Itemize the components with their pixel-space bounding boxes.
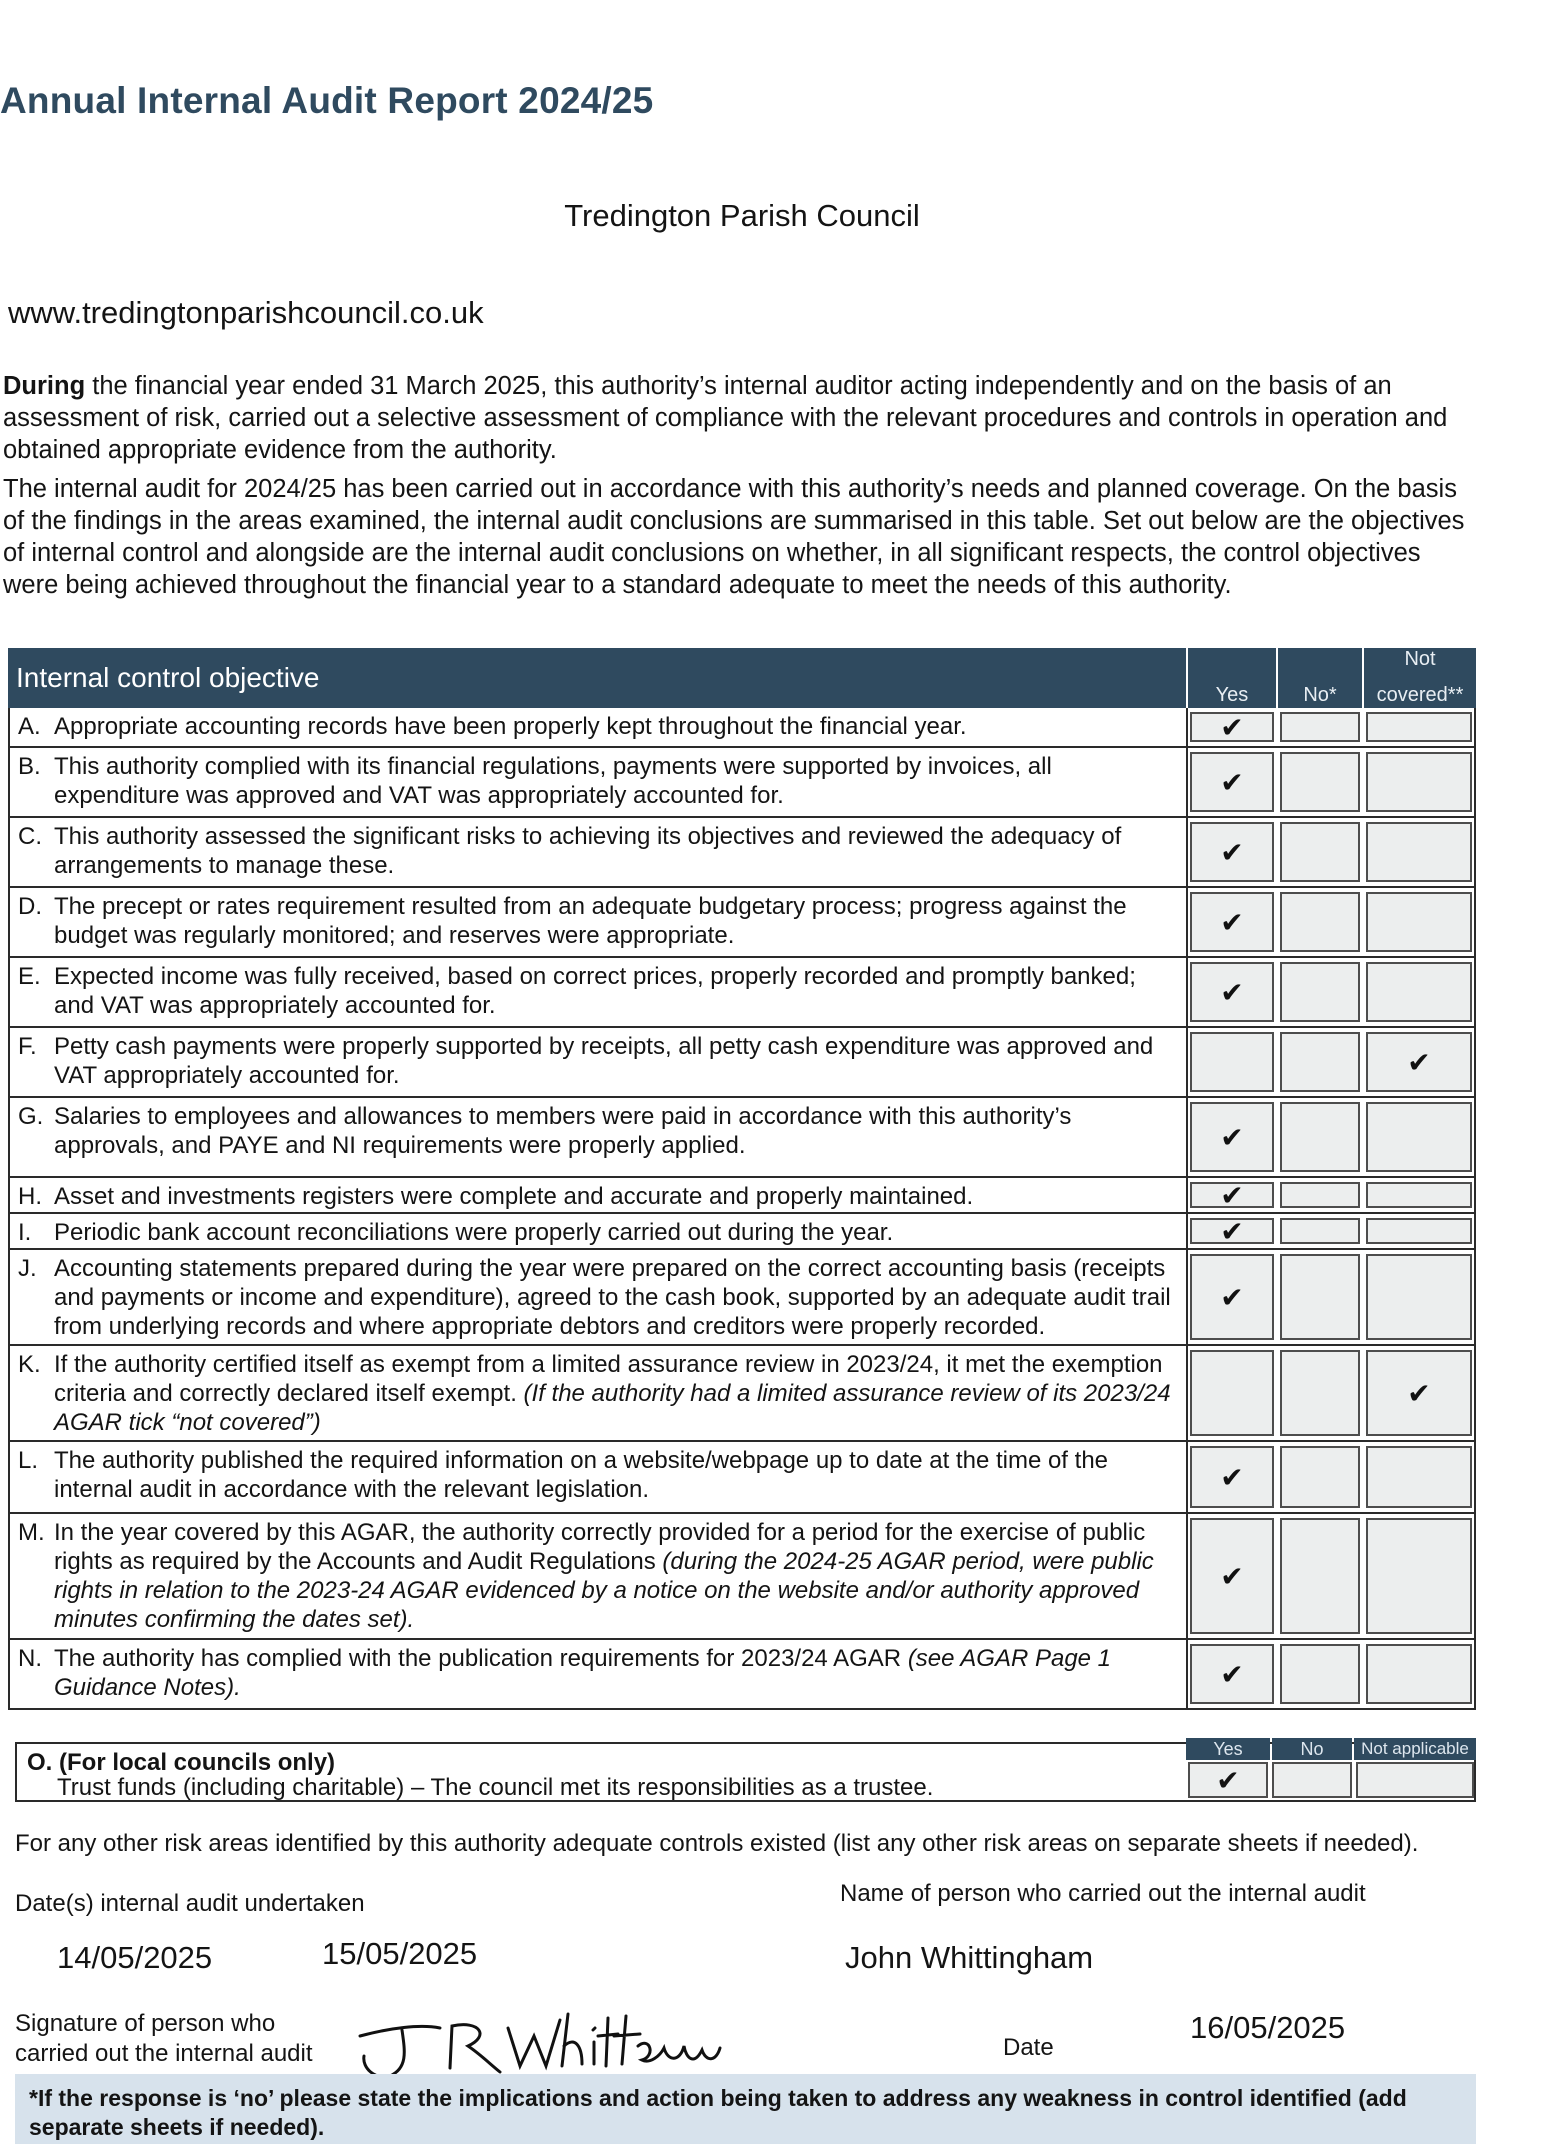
section-o-no-header: No xyxy=(1272,1738,1352,1760)
signature-label-line-2: carried out the internal audit xyxy=(15,2040,313,2067)
objective-letter: M. xyxy=(18,1519,45,1546)
objective-text: If the authority certified itself as exempt from a limited assurance review in 2023/24, it met the exemption criteria and correctly declared itself exempt. xyxy=(54,1351,1163,1407)
objective-text: Petty cash payments were properly supported by receipts, all petty cash expenditure was approved and VAT appropriately accounted for. xyxy=(54,1033,1154,1089)
objective-text: Asset and investments registers were complete and accurate and properly maintained. xyxy=(54,1183,974,1210)
date-label: Date xyxy=(1003,2034,1054,2061)
yes-checkbox[interactable] xyxy=(1190,1215,1274,1247)
audit-date-2: 15/05/2025 xyxy=(322,1936,478,1971)
objective-letter: H. xyxy=(18,1183,42,1210)
table-row xyxy=(8,958,1476,1028)
no-checkbox[interactable] xyxy=(1280,712,1360,742)
table-row xyxy=(8,748,1476,818)
tick-icon: ✔ xyxy=(1407,1377,1431,1409)
tick-icon: ✔ xyxy=(1220,1121,1244,1153)
yes-checkbox[interactable] xyxy=(1190,1032,1274,1092)
objective-text-cell xyxy=(10,1028,1188,1096)
tick-icon: ✔ xyxy=(1220,1560,1244,1592)
objective-text-cell xyxy=(10,1214,1188,1248)
section-o-yes-box[interactable] xyxy=(1188,1762,1268,1798)
objective-text-cell xyxy=(10,1098,1188,1176)
objective-text: Expected income was fully received, based on correct prices, properly recorded and promptly banked; and VAT was appropriately accounted for. xyxy=(54,963,1136,1019)
no-checkbox[interactable] xyxy=(1280,1032,1360,1092)
yes-checkbox[interactable] xyxy=(1190,1254,1274,1340)
no-checkbox[interactable] xyxy=(1280,962,1360,1022)
table-row xyxy=(8,1178,1476,1214)
not-covered-checkbox[interactable] xyxy=(1366,822,1472,882)
tick-icon: ✔ xyxy=(1220,976,1244,1008)
dates-label: Date(s) internal audit undertaken xyxy=(15,1890,365,1917)
objective-letter: B. xyxy=(18,753,41,780)
tick-icon: ✔ xyxy=(1220,1658,1244,1690)
objective-text: The authority has complied with the publication requirements for 2023/24 AGAR xyxy=(54,1645,908,1672)
table-row xyxy=(8,1214,1476,1250)
tick-icon: ✔ xyxy=(1220,836,1244,868)
not-covered-checkbox[interactable] xyxy=(1366,752,1472,812)
table-header: Internal control objective xyxy=(8,648,1186,708)
objective-text-cell xyxy=(10,708,1188,746)
yes-checkbox[interactable] xyxy=(1190,1644,1274,1704)
not-covered-checkbox[interactable] xyxy=(1366,1182,1472,1208)
section-o-heading: O. (For local councils only) xyxy=(27,1749,336,1776)
intro-paragraph xyxy=(3,370,1473,466)
column-yes-label: Yes xyxy=(1215,684,1249,706)
column-not-covered-header xyxy=(1362,648,1476,708)
table-row xyxy=(8,1250,1476,1346)
tick-icon: ✔ xyxy=(1220,906,1244,938)
section-o-na-box[interactable] xyxy=(1356,1762,1474,1798)
section-o-text-cell xyxy=(17,1744,1177,1800)
intro-bold: During xyxy=(3,372,86,400)
column-no-header xyxy=(1276,648,1362,708)
column-not-covered-label-1: Not xyxy=(1404,648,1436,670)
objective-letter: D. xyxy=(18,893,42,920)
council-website: www.tredingtonparishcouncil.co.uk xyxy=(8,295,484,330)
tick-icon: ✔ xyxy=(1220,711,1244,743)
table-row xyxy=(8,888,1476,958)
objective-letter: J. xyxy=(18,1255,37,1282)
yes-checkbox[interactable] xyxy=(1190,892,1274,952)
objective-note: (during the 2024-25 AGAR period, were public rights in relation to the 2023-24 AGAR evidenced by a notice on the website and/or authority approved minutes confirming the dates set). xyxy=(54,1548,1154,1633)
objective-text: In the year covered by this AGAR, the authority correctly provided for a period for the exercise of public rights as required by the Accounts and Audit Regulations xyxy=(54,1519,1146,1575)
yes-checkbox[interactable] xyxy=(1190,962,1274,1022)
objective-letter: A. xyxy=(18,713,41,740)
table-row xyxy=(8,1514,1476,1640)
objective-text-cell xyxy=(10,818,1188,886)
internal-control-table xyxy=(8,648,1476,1718)
table-row xyxy=(8,1098,1476,1178)
section-o-text: Trust funds (including charitable) – The council met its responsibilities as a trustee. xyxy=(57,1774,934,1801)
objective-text-cell xyxy=(10,1250,1188,1344)
auditor-name: John Whittingham xyxy=(845,1940,1094,1975)
objective-text-cell xyxy=(10,1442,1188,1512)
date-signed: 16/05/2025 xyxy=(1190,2010,1346,2045)
yes-checkbox[interactable] xyxy=(1190,752,1274,812)
table-row xyxy=(8,1442,1476,1514)
yes-checkbox[interactable] xyxy=(1190,1446,1274,1508)
no-checkbox[interactable] xyxy=(1280,822,1360,882)
tick-icon: ✔ xyxy=(1220,1281,1244,1313)
objective-text-cell xyxy=(10,748,1188,816)
no-checkbox[interactable] xyxy=(1280,1254,1360,1340)
objective-letter: C. xyxy=(18,823,42,850)
objective-text: This authority assessed the significant risks to achieving its objectives and reviewed the adequacy of arrangements to manage these. xyxy=(54,823,1122,879)
footnote-bar: *If the response is ‘no’ please state the implications and action being taken to address any weakness in control identified (add separate sheets if needed). xyxy=(15,2074,1476,2144)
yes-checkbox[interactable] xyxy=(1190,1102,1274,1172)
not-covered-checkbox[interactable] xyxy=(1366,1254,1472,1340)
no-checkbox[interactable] xyxy=(1280,1350,1360,1436)
not-covered-checkbox[interactable] xyxy=(1366,1218,1472,1244)
table-row xyxy=(8,818,1476,888)
objective-letter: L. xyxy=(18,1447,39,1474)
no-checkbox[interactable] xyxy=(1280,752,1360,812)
objective-text-cell xyxy=(10,888,1188,956)
table-row xyxy=(8,1640,1476,1710)
column-no-label: No* xyxy=(1303,684,1337,706)
not-covered-checkbox[interactable] xyxy=(1366,1350,1472,1436)
column-yes-header xyxy=(1186,648,1276,708)
tick-icon: ✔ xyxy=(1220,1215,1244,1247)
objective-letter: I. xyxy=(18,1219,32,1246)
objective-text-cell xyxy=(10,1640,1188,1708)
table-row xyxy=(8,1028,1476,1098)
no-checkbox[interactable] xyxy=(1280,1446,1360,1508)
tick-icon: ✔ xyxy=(1407,1046,1431,1078)
signature-label-line-1: Signature of person who xyxy=(15,2010,276,2037)
objective-note: (see AGAR Page 1 Guidance Notes). xyxy=(54,1645,1112,1701)
section-o-yes-header: Yes xyxy=(1186,1738,1270,1760)
not-covered-checkbox[interactable] xyxy=(1366,1644,1472,1704)
yes-checkbox[interactable] xyxy=(1190,712,1274,742)
auditor-label: Name of person who carried out the internal audit xyxy=(840,1880,1366,1907)
section-o-yes-tick: ✔ xyxy=(1216,1764,1240,1796)
objective-text: Salaries to employees and allowances to members were paid in accordance with this authority’s approvals, and PAYE and NI requirements were properly applied. xyxy=(54,1103,1072,1159)
no-checkbox[interactable] xyxy=(1280,1102,1360,1172)
not-covered-checkbox[interactable] xyxy=(1366,892,1472,952)
column-not-covered-label-2: covered** xyxy=(1376,684,1464,706)
not-covered-checkbox[interactable] xyxy=(1366,1102,1472,1172)
no-checkbox[interactable] xyxy=(1280,1644,1360,1704)
objective-letter: E. xyxy=(18,963,41,990)
objective-text-cell xyxy=(10,958,1188,1026)
yes-checkbox[interactable] xyxy=(1190,1518,1274,1634)
audit-date-1: 14/05/2025 xyxy=(57,1940,213,1975)
report-title: Annual Internal Audit Report 2024/25 xyxy=(0,80,654,121)
objective-text: This authority complied with its financial regulations, payments were supported by invoices, all expenditure was approved and VAT was appropriately accounted for. xyxy=(54,753,1052,809)
objective-text-cell xyxy=(10,1346,1188,1440)
objective-text: The authority published the required information on a website/webpage up to date at the time of the internal audit in accordance with the relevant legislation. xyxy=(54,1447,1109,1503)
section-o-na-header: Not applicable xyxy=(1354,1738,1476,1760)
table-row xyxy=(8,708,1476,748)
objective-text: The precept or rates requirement resulted from an adequate budgetary process; progress against the budget was regularly monitored; and reserves were appropriate. xyxy=(54,893,1127,949)
objective-letter: G. xyxy=(18,1103,44,1130)
no-checkbox[interactable] xyxy=(1280,892,1360,952)
table-row xyxy=(8,1346,1476,1442)
yes-checkbox[interactable] xyxy=(1190,1179,1274,1211)
objective-text: Periodic bank account reconciliations were properly carried out during the year. xyxy=(54,1219,894,1246)
not-covered-checkbox[interactable] xyxy=(1366,1446,1472,1508)
tick-icon: ✔ xyxy=(1220,1461,1244,1493)
no-checkbox[interactable] xyxy=(1280,1182,1360,1208)
yes-checkbox[interactable] xyxy=(1190,822,1274,882)
other-risks-note: For any other risk areas identified by this authority adequate controls existed (list any other risk areas on separate sheets if needed). xyxy=(15,1830,1419,1857)
no-checkbox[interactable] xyxy=(1280,1218,1360,1244)
objective-text-cell xyxy=(10,1514,1188,1638)
objective-note: (If the authority had a limited assurance review of its 2023/24 AGAR tick “not covered”) xyxy=(54,1380,1171,1436)
objective-text-cell xyxy=(10,1178,1188,1212)
not-covered-checkbox[interactable] xyxy=(1366,712,1472,742)
not-covered-checkbox[interactable] xyxy=(1366,1518,1472,1634)
no-checkbox[interactable] xyxy=(1280,1518,1360,1634)
objective-letter: F. xyxy=(18,1033,37,1060)
objective-text: Accounting statements prepared during the year were prepared on the correct accounting basis (receipts and payments or income and expenditure), agreed to the cash book, supported by an adequate audit trail from underlying records and where appropriate debtors and creditors were properly recorded. xyxy=(54,1255,1171,1340)
yes-checkbox[interactable] xyxy=(1190,1350,1274,1436)
not-covered-checkbox[interactable] xyxy=(1366,1032,1472,1092)
not-covered-checkbox[interactable] xyxy=(1366,962,1472,1022)
intro-text: the financial year ended 31 March 2025, this authority’s internal auditor acting independently and on the basis of an assessment of risk, carried out a selective assessment of compliance with the relevant procedures and controls in operation and obtained appropriate evidence from the authority. xyxy=(3,372,1448,464)
section-o-no-box[interactable] xyxy=(1272,1762,1352,1798)
objective-text: Appropriate accounting records have been properly kept throughout the financial year. xyxy=(54,713,967,740)
tick-icon: ✔ xyxy=(1220,766,1244,798)
council-name: Tredington Parish Council xyxy=(564,198,920,233)
intro-paragraph-2: The internal audit for 2024/25 has been carried out in accordance with this authority’s needs and planned coverage. On the basis of the findings in the areas examined, the internal audit conclusions are summarised in this table. Set out below are the objectives of internal control and alongside are the internal audit conclusions on whether, in all significant respects, the control objectives were being achieved throughout the financial year to a standard adequate to meet the needs of this authority. xyxy=(3,475,1465,599)
objective-letter: N. xyxy=(18,1645,42,1672)
objective-letter: K. xyxy=(18,1351,41,1378)
tick-icon: ✔ xyxy=(1220,1179,1244,1211)
